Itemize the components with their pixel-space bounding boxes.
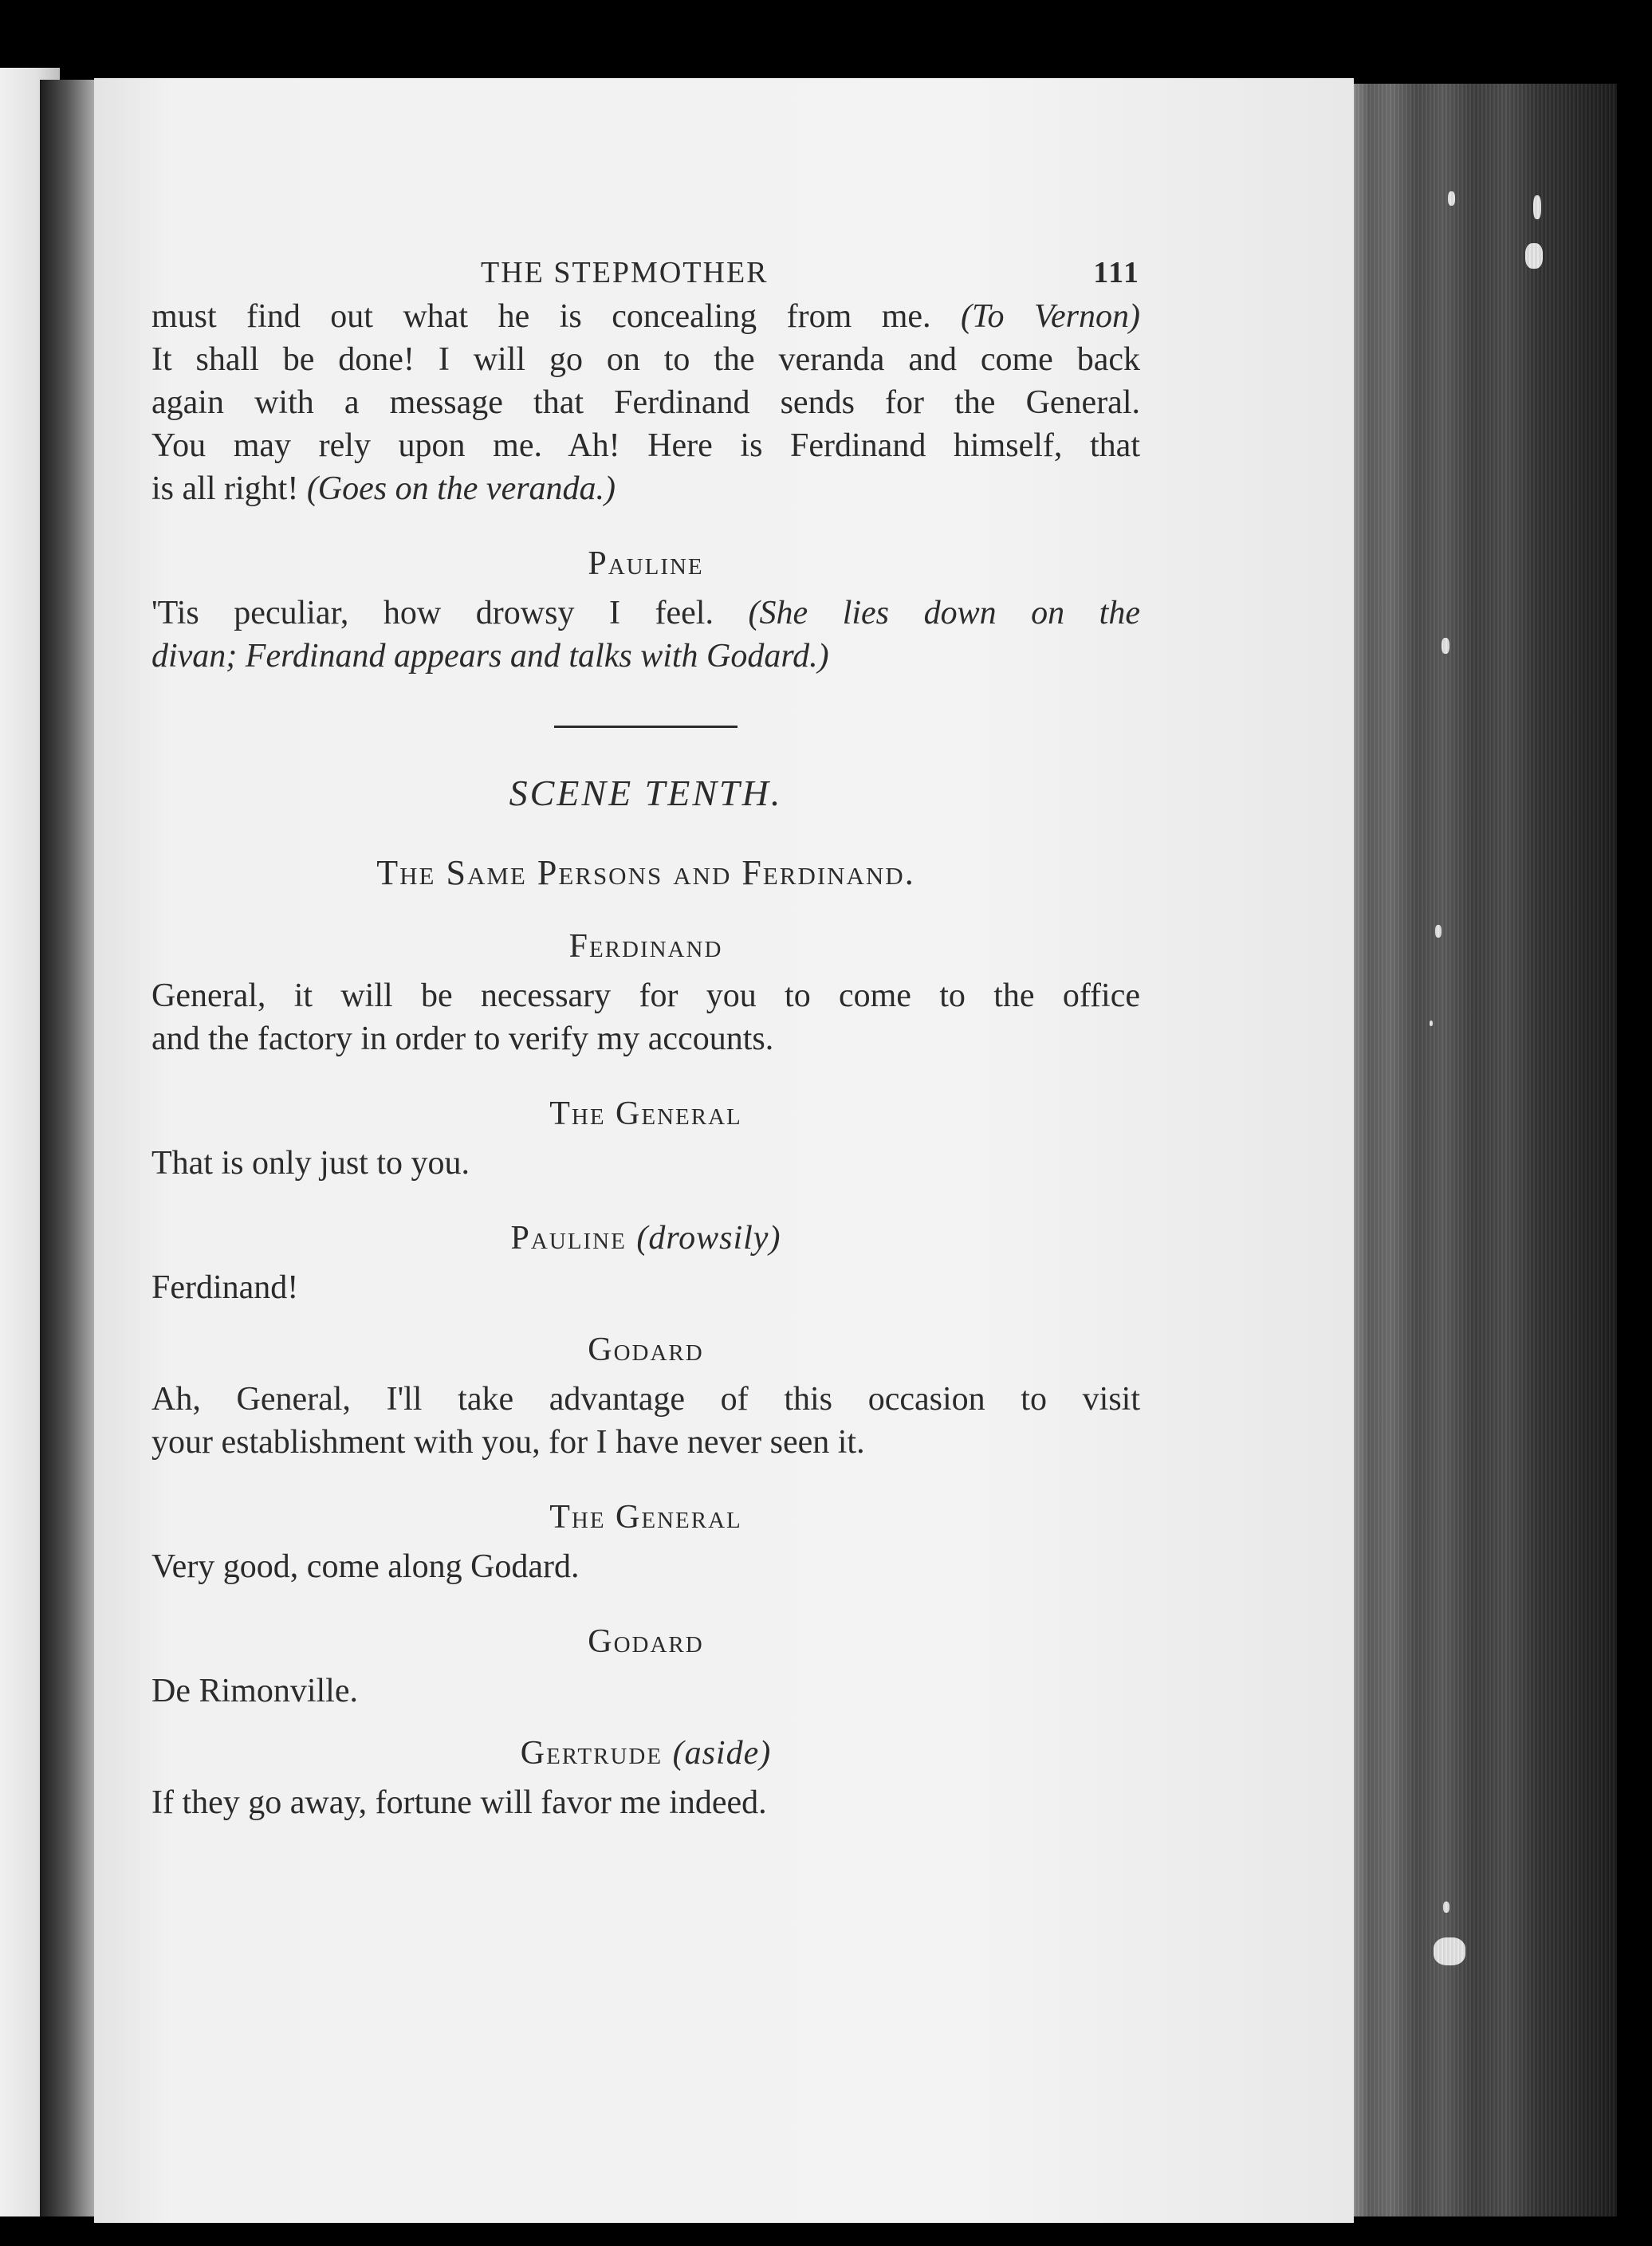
text-line: and the factory in order to verify my accounts. xyxy=(151,1021,774,1057)
stage-direction: (She lies down on the xyxy=(748,595,1140,631)
text-line: 'Tis peculiar, how drowsy I feel. (She lies down on the xyxy=(151,595,1140,631)
page-text xyxy=(151,247,1140,1824)
text-line: You may rely upon me. Ah! Here is Ferdinand himself, that xyxy=(151,427,1140,464)
text-line: is all right! (Goes on the veranda.) xyxy=(151,470,616,507)
stage-direction: (Goes on the veranda.) xyxy=(306,470,616,507)
stage-direction: (drowsily) xyxy=(636,1220,781,1257)
speaker-name: The General xyxy=(549,1095,742,1132)
text-line: Ferdinand! xyxy=(151,1269,299,1306)
speaker-name: The General xyxy=(549,1499,742,1536)
speaker-name: Ferdinand xyxy=(568,928,723,965)
text-line: must find out what he is concealing from me. (To Vernon) xyxy=(151,298,1140,335)
text-line: your establishment with you, for I have never seen it. xyxy=(151,1424,865,1461)
section-divider xyxy=(554,726,738,728)
paper-fleck xyxy=(1442,638,1449,654)
stage-direction: (To Vernon) xyxy=(961,298,1140,335)
text-line: again with a message that Ferdinand sends for the General. xyxy=(151,384,1140,421)
paper-fleck xyxy=(1434,1937,1465,1965)
paper-fleck xyxy=(1525,243,1543,269)
text-line: De Rimonville. xyxy=(151,1673,358,1709)
paper-fleck xyxy=(1443,1902,1449,1913)
text-line: If they go away, fortune will favor me indeed. xyxy=(151,1784,767,1821)
running-head xyxy=(151,247,1140,295)
speaker-name: Pauline (drowsily) xyxy=(510,1220,781,1257)
speaker-name: Godard xyxy=(588,1623,704,1660)
stage-direction: (aside) xyxy=(672,1735,772,1772)
book-gutter xyxy=(40,80,100,2216)
page-stack-fore-edge xyxy=(1354,84,1617,2216)
text-line xyxy=(151,635,1140,678)
paper-fleck xyxy=(1435,925,1442,938)
scene-title: SCENE TENTH. xyxy=(509,773,783,813)
paper-fleck xyxy=(1533,195,1541,219)
paper-fleck xyxy=(1430,1021,1433,1026)
scene-persons: The Same Persons and Ferdinand. xyxy=(376,853,915,892)
page-number: 111 xyxy=(1093,256,1140,289)
text-line: Very good, come along Godard. xyxy=(151,1548,580,1585)
text-line: It shall be done! I will go on to the veranda and come back xyxy=(151,341,1140,378)
stage-direction: divan; Ferdinand appears and talks with Godard.) xyxy=(151,638,829,675)
speaker-name: Gertrude (aside) xyxy=(520,1735,772,1772)
text-line: That is only just to you. xyxy=(151,1145,470,1182)
paper-fleck xyxy=(1448,191,1455,206)
speaker-name: Godard xyxy=(588,1331,704,1368)
running-title: THE STEPMOTHER xyxy=(481,256,769,289)
text-line: Ah, General, I'll take advantage of this occasion to visit xyxy=(151,1381,1140,1418)
speaker-name: Pauline xyxy=(588,545,704,582)
opening-speech xyxy=(151,295,1140,510)
text-line: General, it will be necessary for you to come to the office xyxy=(151,977,1140,1014)
